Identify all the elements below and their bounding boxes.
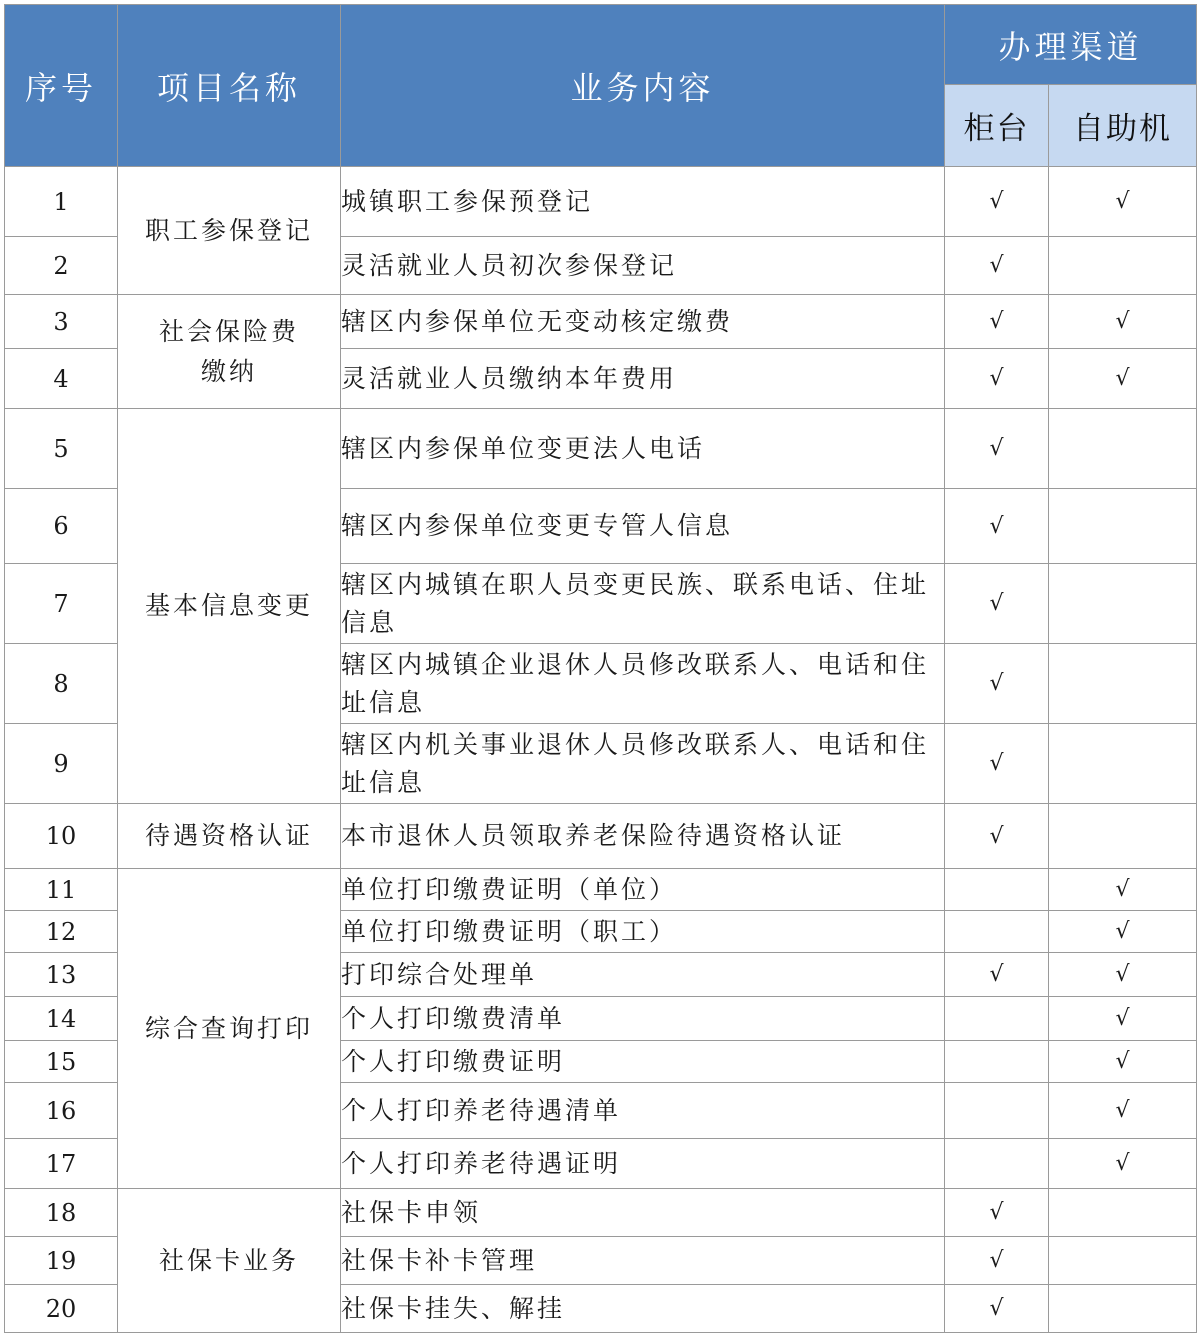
check-icon: √ [989, 366, 1004, 391]
check-icon: √ [989, 1296, 1004, 1321]
content-cell: 个人打印缴费证明 [341, 1041, 945, 1083]
seq-cell: 9 [5, 724, 118, 804]
seq-cell: 5 [5, 409, 118, 489]
content-cell: 个人打印养老待遇清单 [341, 1083, 945, 1139]
check-icon: √ [989, 436, 1004, 461]
seq-cell: 3 [5, 295, 118, 349]
check-icon: √ [1115, 877, 1130, 902]
kiosk-mark [1049, 997, 1197, 1041]
check-icon: √ [1115, 919, 1130, 944]
counter-mark [945, 237, 1049, 295]
counter-mark [945, 167, 1049, 237]
content-cell: 本市退休人员领取养老保险待遇资格认证 [341, 804, 945, 869]
kiosk-mark [1049, 644, 1197, 724]
seq-cell: 18 [5, 1189, 118, 1237]
project-cell: 职工参保登记 [118, 167, 341, 295]
content-cell: 灵活就业人员缴纳本年费用 [341, 349, 945, 409]
table-row [5, 1189, 1197, 1237]
counter-mark [945, 869, 1049, 911]
content-cell: 辖区内机关事业退休人员修改联系人、电话和住址信息 [341, 724, 945, 804]
check-icon: √ [1115, 189, 1130, 214]
kiosk-mark [1049, 237, 1197, 295]
content-cell: 社保卡挂失、解挂 [341, 1285, 945, 1333]
table-row [5, 295, 1197, 349]
counter-mark [945, 1285, 1049, 1333]
content-cell: 单位打印缴费证明（单位） [341, 869, 945, 911]
seq-cell: 7 [5, 564, 118, 644]
table-row [5, 869, 1197, 911]
kiosk-mark [1049, 564, 1197, 644]
kiosk-mark [1049, 911, 1197, 953]
content-cell: 辖区内城镇在职人员变更民族、联系电话、住址信息 [341, 564, 945, 644]
seq-cell: 16 [5, 1083, 118, 1139]
kiosk-mark [1049, 409, 1197, 489]
content-cell: 辖区内参保单位变更法人电话 [341, 409, 945, 489]
content-cell: 社保卡补卡管理 [341, 1237, 945, 1285]
check-icon: √ [989, 962, 1004, 987]
seq-cell: 13 [5, 953, 118, 997]
seq-cell: 19 [5, 1237, 118, 1285]
check-icon: √ [989, 253, 1004, 278]
seq-cell: 10 [5, 804, 118, 869]
seq-cell: 11 [5, 869, 118, 911]
check-icon: √ [989, 671, 1004, 696]
check-icon: √ [989, 1248, 1004, 1273]
header-counter: 柜台 [945, 85, 1049, 167]
header-project: 项目名称 [118, 5, 341, 167]
check-icon: √ [1115, 1151, 1130, 1176]
check-icon: √ [989, 1200, 1004, 1225]
check-icon: √ [989, 751, 1004, 776]
header-content: 业务内容 [341, 5, 945, 167]
project-cell: 社会保险费缴纳 [118, 295, 341, 409]
content-cell: 打印综合处理单 [341, 953, 945, 997]
counter-mark [945, 953, 1049, 997]
service-channel-table [4, 4, 1197, 1333]
check-icon: √ [989, 513, 1004, 539]
counter-mark [945, 564, 1049, 644]
kiosk-mark [1049, 349, 1197, 409]
header-seq: 序号 [5, 5, 118, 167]
seq-cell: 17 [5, 1139, 118, 1189]
content-cell: 个人打印缴费清单 [341, 997, 945, 1041]
counter-mark [945, 349, 1049, 409]
kiosk-mark [1049, 953, 1197, 997]
content-cell: 社保卡申领 [341, 1189, 945, 1237]
content-cell: 个人打印养老待遇证明 [341, 1139, 945, 1189]
project-cell: 综合查询打印 [118, 869, 341, 1189]
counter-mark [945, 911, 1049, 953]
content-cell: 辖区内城镇企业退休人员修改联系人、电话和住址信息 [341, 644, 945, 724]
kiosk-mark [1049, 167, 1197, 237]
counter-mark [945, 1237, 1049, 1285]
counter-mark [945, 997, 1049, 1041]
kiosk-mark [1049, 489, 1197, 564]
project-cell: 社保卡业务 [118, 1189, 341, 1333]
kiosk-mark [1049, 295, 1197, 349]
counter-mark [945, 489, 1049, 564]
content-cell: 单位打印缴费证明（职工） [341, 911, 945, 953]
counter-mark [945, 1139, 1049, 1189]
table-body [5, 167, 1197, 1333]
header-kiosk: 自助机 [1049, 85, 1197, 167]
counter-mark [945, 409, 1049, 489]
content-cell: 辖区内参保单位无变动核定缴费 [341, 295, 945, 349]
seq-cell: 8 [5, 644, 118, 724]
project-cell: 基本信息变更 [118, 409, 341, 804]
check-icon: √ [1115, 962, 1130, 987]
content-cell: 灵活就业人员初次参保登记 [341, 237, 945, 295]
kiosk-mark [1049, 869, 1197, 911]
seq-cell: 1 [5, 167, 118, 237]
counter-mark [945, 804, 1049, 869]
counter-mark [945, 295, 1049, 349]
check-icon: √ [989, 189, 1004, 214]
kiosk-mark [1049, 1083, 1197, 1139]
check-icon: √ [989, 591, 1004, 616]
check-icon: √ [1115, 1098, 1130, 1123]
check-icon: √ [989, 823, 1004, 849]
kiosk-mark [1049, 804, 1197, 869]
kiosk-mark [1049, 1139, 1197, 1189]
kiosk-mark [1049, 724, 1197, 804]
kiosk-mark [1049, 1189, 1197, 1237]
table-row [5, 167, 1197, 237]
seq-cell: 12 [5, 911, 118, 953]
seq-cell: 15 [5, 1041, 118, 1083]
check-icon: √ [1115, 309, 1130, 334]
counter-mark [945, 724, 1049, 804]
check-icon: √ [1115, 1006, 1130, 1031]
table-row [5, 804, 1197, 869]
counter-mark [945, 644, 1049, 724]
counter-mark [945, 1041, 1049, 1083]
seq-cell: 2 [5, 237, 118, 295]
seq-cell: 4 [5, 349, 118, 409]
seq-cell: 20 [5, 1285, 118, 1333]
header-channels: 办理渠道 [945, 5, 1197, 85]
content-cell: 城镇职工参保预登记 [341, 167, 945, 237]
counter-mark [945, 1083, 1049, 1139]
kiosk-mark [1049, 1237, 1197, 1285]
seq-cell: 6 [5, 489, 118, 564]
kiosk-mark [1049, 1285, 1197, 1333]
table-row [5, 409, 1197, 489]
table-header [5, 5, 1197, 167]
content-cell: 辖区内参保单位变更专管人信息 [341, 489, 945, 564]
project-cell: 待遇资格认证 [118, 804, 341, 869]
check-icon: √ [1115, 366, 1130, 391]
check-icon: √ [989, 309, 1004, 334]
counter-mark [945, 1189, 1049, 1237]
check-icon: √ [1115, 1049, 1130, 1074]
kiosk-mark [1049, 1041, 1197, 1083]
seq-cell: 14 [5, 997, 118, 1041]
